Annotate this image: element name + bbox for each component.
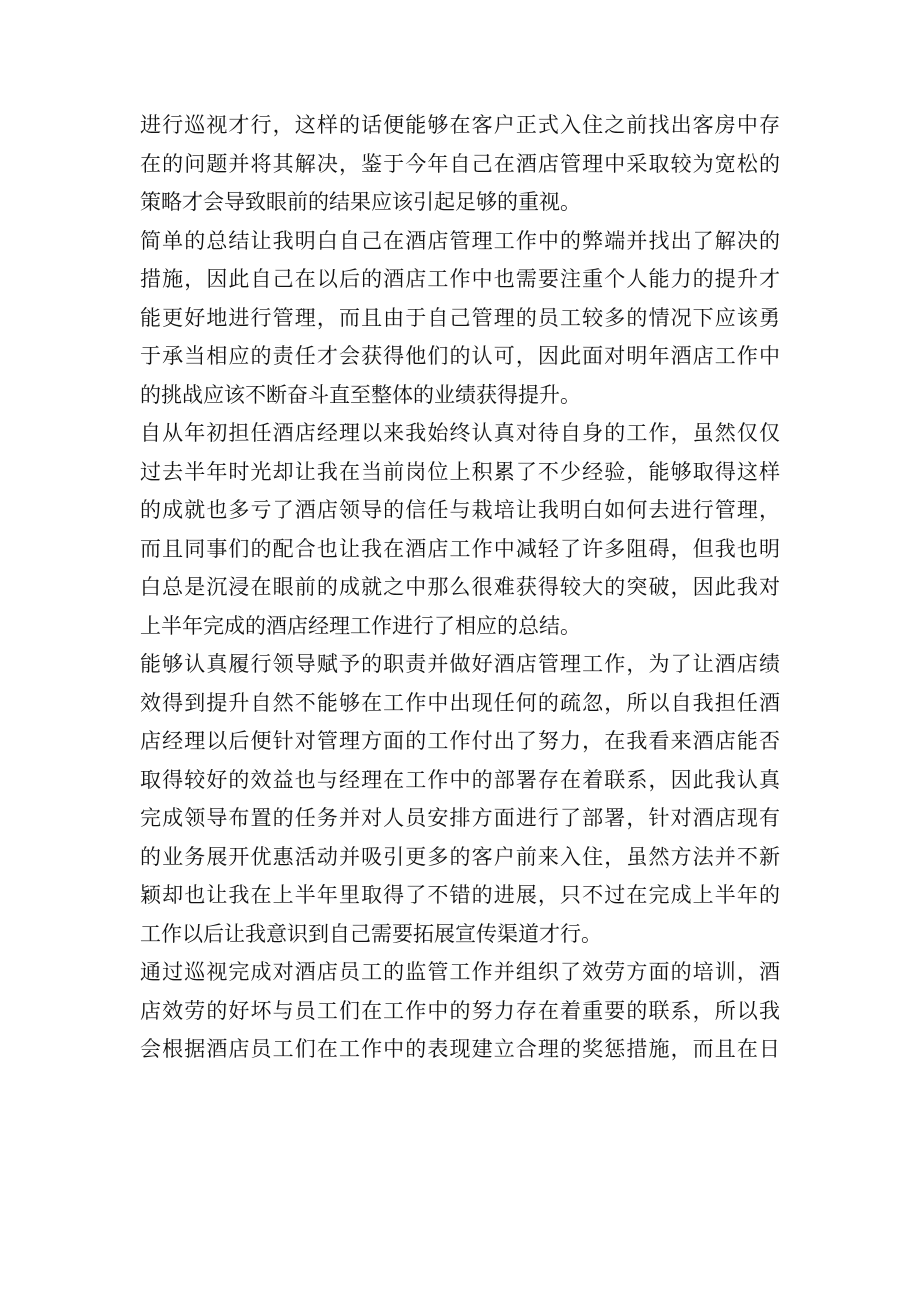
paragraph-1	[140, 106, 780, 222]
text-line: 上半年完成的酒店经理工作进行了相应的总结。	[140, 613, 581, 638]
document-body	[140, 106, 780, 1069]
text-line: 在的问题并将其解决，鉴于今年自己在酒店管理中采取较为宽松的	[140, 151, 780, 176]
text-line: 的业务展开优惠活动并吸引更多的客户前来入住，虽然方法并不新	[140, 844, 780, 869]
text-line: 会根据酒店员工们在工作中的表现建立合理的奖惩措施，而且在日	[140, 1037, 780, 1061]
text-line: 过去半年时光却让我在当前岗位上积累了不少经验，能够取得这样	[140, 459, 780, 484]
text-line: 措施，因此自己在以后的酒店工作中也需要注重个人能力的提升才	[140, 267, 780, 291]
paragraph-2	[140, 222, 780, 415]
text-line: 店经理以后便针对管理方面的工作付出了努力，在我看来酒店能否	[140, 729, 780, 753]
text-line: 于承当相应的责任才会获得他们的认可，因此面对明年酒店工作中	[140, 344, 780, 368]
text-line: 能更好地进行管理，而且由于自己管理的员工较多的情况下应该勇	[140, 305, 780, 330]
text-line: 自从年初担任酒店经理以来我始终认真对待自身的工作，虽然仅仅	[140, 421, 780, 445]
text-line: 颖却也让我在上半年里取得了不错的进展，只不过在完成上半年的	[140, 883, 780, 907]
text-line: 而且同事们的配合也让我在酒店工作中减轻了许多阻碍，但我也明	[140, 536, 780, 561]
text-line: 的成就也多亏了酒店领导的信任与栽培让我明白如何去进行管理，	[140, 498, 780, 522]
text-line: 工作以后让我意识到自己需要拓展宣传渠道才行。	[140, 921, 602, 946]
text-line: 取得较好的效益也与经理在工作中的部署存在着联系，因此我认真	[140, 767, 780, 792]
text-line: 简单的总结让我明白自己在酒店管理工作中的弊端并找出了解决的	[140, 228, 780, 253]
text-line: 进行巡视才行，这样的话便能够在客户正式入住之前找出客房中存	[140, 113, 780, 137]
text-line: 的挑战应该不断奋斗直至整体的业绩获得提升。	[140, 382, 581, 407]
text-line: 白总是沉浸在眼前的成就之中那么很难获得较大的突破，因此我对	[140, 575, 780, 599]
text-line: 效得到提升自然不能够在工作中出现任何的疏忽，所以自我担任酒	[140, 690, 780, 715]
text-line: 完成领导布置的任务并对人员安排方面进行了部署，针对酒店现有	[140, 806, 780, 830]
text-line: 通过巡视完成对酒店员工的监管工作并组织了效劳方面的培训，酒	[140, 960, 780, 984]
text-line: 店效劳的好坏与员工们在工作中的努力存在着重要的联系，所以我	[140, 998, 780, 1023]
text-line: 策略才会导致眼前的结果应该引起足够的重视。	[140, 190, 581, 214]
paragraph-4	[140, 645, 780, 953]
text-line: 能够认真履行领导赋予的职责并做好酒店管理工作，为了让酒店绩	[140, 652, 780, 676]
paragraph-5	[140, 953, 780, 1069]
paragraph-3	[140, 414, 780, 645]
